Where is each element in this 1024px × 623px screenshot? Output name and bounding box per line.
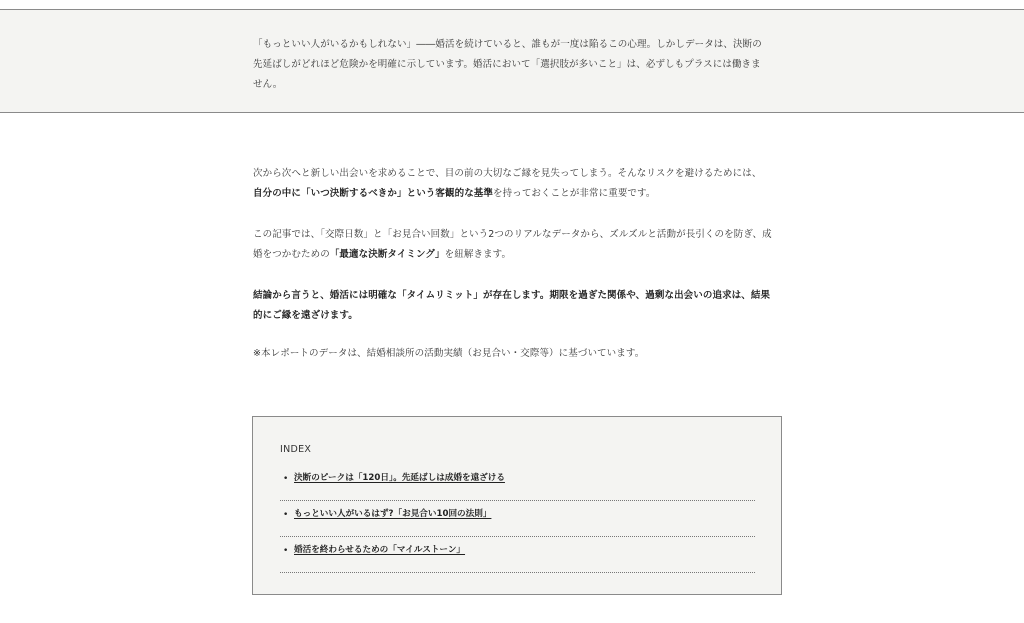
index-link-1[interactable]: 決断のピークは「120日」。先延ばしは成婚を遠ざける [294, 473, 505, 483]
index-item [280, 537, 755, 573]
index-item [280, 465, 755, 501]
paragraph-2-text-c: を紐解きます。 [444, 249, 512, 260]
index-item [280, 501, 755, 537]
index-link-3[interactable]: 婚活を終わらせるための「マイルストーン」 [294, 545, 466, 555]
paragraph-1-emphasis: 自分の中に「いつ決断するべきか」という客観的な基準 [253, 188, 494, 199]
paragraph-2-text-a: この記事では、「交際日数」と「お見合い回数」という2つのリアルなデータから、ズルズルと活動が長引くのを防ぎ、成 [253, 229, 772, 240]
paragraph-2-text-b: 婚をつかむための [253, 249, 330, 260]
bullet-icon: • [283, 546, 289, 556]
bullet-icon: • [283, 474, 289, 484]
data-source-note: ※本レポートのデータは、結婚相談所の活動実績（お見合い・交際等）に基づいています。 [253, 348, 645, 359]
index-link-2[interactable]: もっといい人がいるはず?「お見合い10回の法則」 [294, 509, 492, 519]
conclusion-line-2: 的にご縁を遠ざけます。 [253, 310, 358, 321]
index-title: INDEX [280, 444, 312, 455]
paragraph-1 [253, 164, 783, 204]
conclusion-paragraph [253, 286, 783, 326]
intro-text [253, 35, 783, 95]
paragraph-1-text-a: 次から次へと新しい出会いを求めることで、目の前の大切なご縁を見失ってしまう。そんなリスクを避けるためには、 [253, 168, 762, 179]
paragraph-2-emphasis: 「最適な決断タイミング」 [329, 249, 445, 260]
bullet-icon: • [283, 510, 289, 520]
table-of-contents [252, 416, 782, 595]
intro-line-3: せん。 [253, 79, 283, 90]
intro-box [0, 10, 1024, 113]
paragraph-1-text-b: を持っておくことが非常に重要です。 [493, 188, 656, 199]
intro-line-2: 先延ばしがどれほど危険かを明確に示しています。婚活において「選択肢が多いこと」は、必ずしもプラスには働きま [253, 59, 761, 70]
conclusion-line-1: 結論から言うと、婚活には明確な「タイムリミット」が存在します。期限を過ぎた関係や、過剰な出会いの追求は、結果 [253, 290, 771, 301]
index-list [280, 465, 755, 573]
paragraph-2 [253, 225, 783, 265]
intro-line-1: 「もっといい人がいるかもしれない」――婚活を続けていると、誰もが一度は陥るこの心理。しかしデータは、決断の [253, 39, 762, 50]
